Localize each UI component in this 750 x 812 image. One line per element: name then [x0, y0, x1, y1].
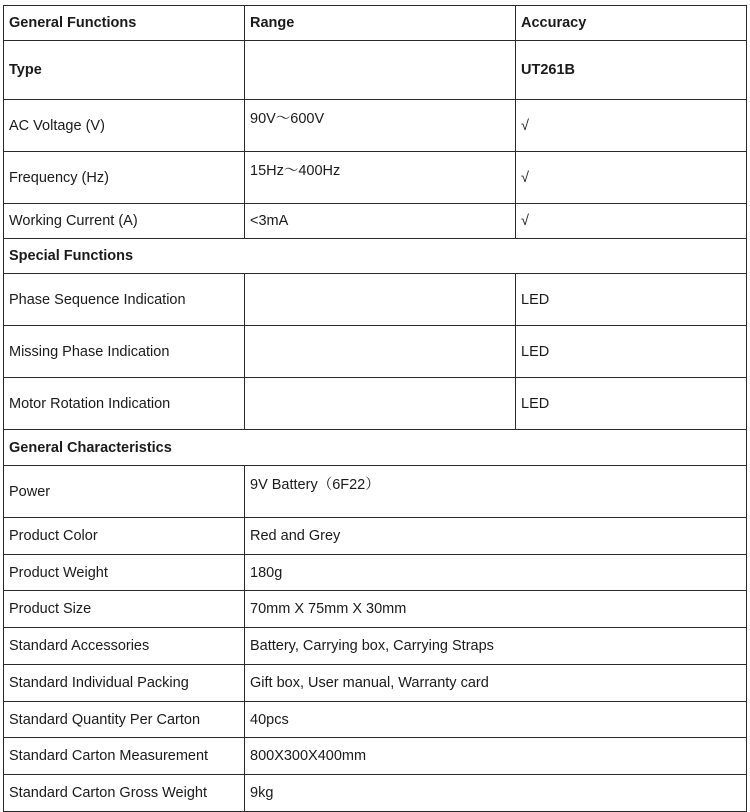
- section-row-general-characteristics: [4, 430, 747, 466]
- function-name: Frequency (Hz): [4, 152, 245, 204]
- header-general-functions: General Functions: [4, 6, 245, 41]
- table-row: [4, 555, 747, 591]
- function-range: 15Hz～400Hz: [245, 152, 516, 204]
- function-range: [245, 326, 516, 378]
- characteristic-name: Standard Carton Gross Weight: [4, 775, 245, 812]
- table-row: [4, 274, 747, 326]
- function-accuracy: √: [516, 152, 747, 204]
- function-accuracy: √: [516, 204, 747, 239]
- type-label: Type: [4, 41, 245, 100]
- section-title-special-functions: Special Functions: [4, 239, 747, 274]
- section-title-general-characteristics: General Characteristics: [4, 430, 747, 466]
- table-row: [4, 591, 747, 628]
- function-range: [245, 378, 516, 430]
- section-row-special-functions: [4, 239, 747, 274]
- table-row: [4, 775, 747, 812]
- characteristic-value: 800X300X400mm: [245, 738, 747, 775]
- function-range: [245, 274, 516, 326]
- characteristic-name: Standard Carton Measurement: [4, 738, 245, 775]
- function-name: Working Current (A): [4, 204, 245, 239]
- characteristic-value: Red and Grey: [245, 518, 747, 555]
- function-range: <3mA: [245, 204, 516, 239]
- characteristic-name: Power: [4, 466, 245, 518]
- table-row: [4, 204, 747, 239]
- function-name: Phase Sequence Indication: [4, 274, 245, 326]
- characteristic-name: Standard Accessories: [4, 628, 245, 665]
- spec-table: [3, 5, 747, 812]
- table-row: [4, 326, 747, 378]
- table-row: [4, 702, 747, 738]
- characteristic-value: 40pcs: [245, 702, 747, 738]
- characteristic-name: Standard Quantity Per Carton: [4, 702, 245, 738]
- characteristic-value: 70mm X 75mm X 30mm: [245, 591, 747, 628]
- table-row: [4, 152, 747, 204]
- characteristic-value: 9kg: [245, 775, 747, 812]
- table-row: [4, 100, 747, 152]
- table-row: [4, 628, 747, 665]
- function-accuracy: LED: [516, 274, 747, 326]
- function-accuracy: LED: [516, 326, 747, 378]
- header-accuracy: Accuracy: [516, 6, 747, 41]
- characteristic-value: Battery, Carrying box, Carrying Straps: [245, 628, 747, 665]
- function-name: Missing Phase Indication: [4, 326, 245, 378]
- table-row: [4, 665, 747, 702]
- characteristic-value: Gift box, User manual, Warranty card: [245, 665, 747, 702]
- characteristic-name: Product Size: [4, 591, 245, 628]
- type-range: [245, 41, 516, 100]
- function-accuracy: √: [516, 100, 747, 152]
- type-model: UT261B: [516, 41, 747, 100]
- characteristic-value: 180g: [245, 555, 747, 591]
- characteristic-value: 9V Battery（6F22）: [245, 466, 747, 518]
- table-row: [4, 378, 747, 430]
- type-row: [4, 41, 747, 100]
- characteristic-name: Standard Individual Packing: [4, 665, 245, 702]
- characteristic-name: Product Color: [4, 518, 245, 555]
- function-name: AC Voltage (V): [4, 100, 245, 152]
- table-row: [4, 738, 747, 775]
- table-row: [4, 518, 747, 555]
- header-range: Range: [245, 6, 516, 41]
- function-accuracy: LED: [516, 378, 747, 430]
- characteristic-name: Product Weight: [4, 555, 245, 591]
- function-name: Motor Rotation Indication: [4, 378, 245, 430]
- table-header-row: [4, 6, 747, 41]
- table-row: [4, 466, 747, 518]
- function-range: 90V～600V: [245, 100, 516, 152]
